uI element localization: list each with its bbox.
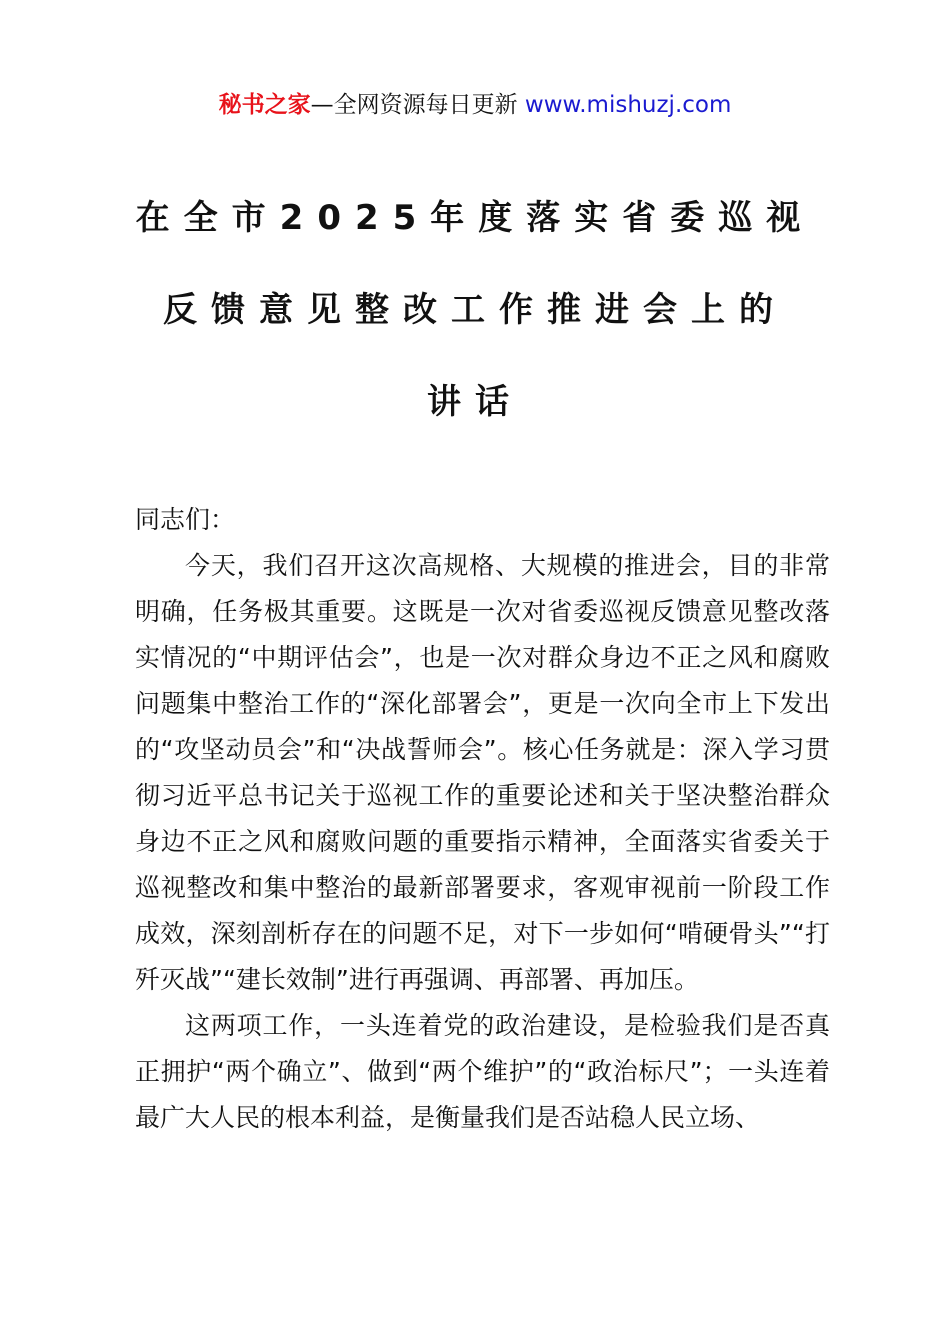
site-header	[0, 88, 950, 122]
title-line-2: 反馈意见整改工作推进会上的	[163, 290, 787, 330]
salutation: 同志们：	[135, 505, 236, 534]
title-line-3: 讲话	[427, 382, 523, 422]
header-tagline: —全网资源每日更新	[310, 92, 518, 118]
paragraph-2: 这两项工作，一头连着党的政治建设，是检验我们是否真正拥护“两个确立”、做到“两个维护”的“政治标尺”；一头连着最广大人民的根本利益，是衡量我们是否站稳人民立场、	[135, 1011, 830, 1132]
document-title	[0, 190, 950, 466]
document-body	[135, 497, 830, 1141]
site-url-link[interactable]: www.mishuzj.com	[524, 92, 732, 118]
paragraph-1: 今天，我们召开这次高规格、大规模的推进会，目的非常明确，任务极其重要。这既是一次对省委巡视反馈意见整改落实情况的“中期评估会”，也是一次对群众身边不正之风和腐败问题集中整治工作的“深化部署会”，更是一次向全市上下发出的“攻坚动员会”和“决战誓师会”。核心任务就是：深入学习贯彻习近平总书记关于巡视工作的重要论述和关于坚决整治群众身边不正之风和腐败问题的重要指示精神，全面落实省委关于巡视整改和集中整治的最新部署要求，客观审视前一阶段工作成效，深刻剖析存在的问题不足，对下一步如何“啃硬骨头”“打歼灭战”“建长效制”进行再强调、再部署、再加压。	[135, 551, 830, 994]
title-line-1: 在全市2025年度落实省委巡视	[135, 198, 815, 238]
brand-name: 秘书之家	[218, 92, 311, 118]
